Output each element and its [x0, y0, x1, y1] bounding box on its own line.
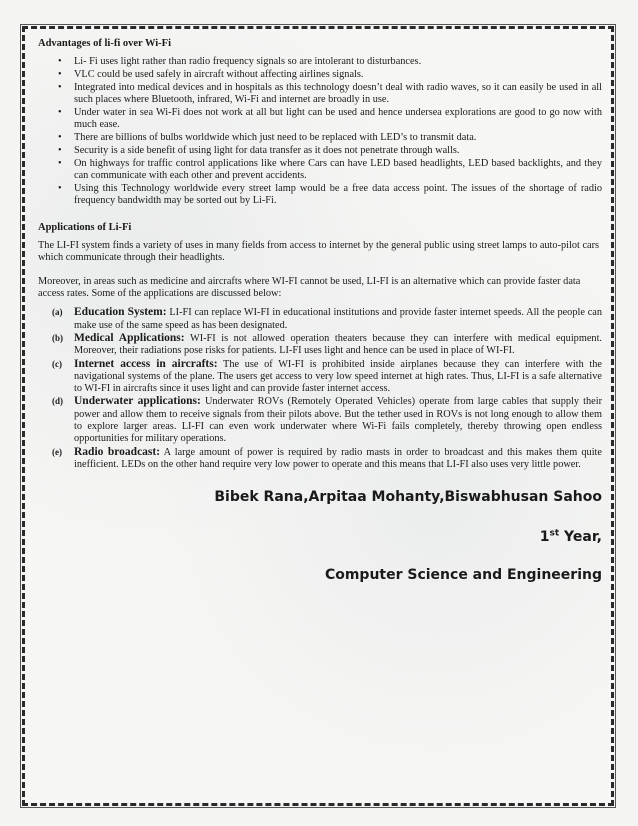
list-item [38, 183, 602, 208]
applications-list [38, 306, 602, 471]
list-item-text: Li- Fi uses light rather than radio frequency signals so are intolerant to disturbances. [74, 56, 422, 68]
document-body [38, 38, 602, 583]
list-item [38, 107, 602, 132]
list-item [38, 395, 602, 445]
author-year [38, 529, 602, 545]
bullet-icon: • [58, 106, 62, 118]
list-item [38, 132, 602, 144]
year-suffix: Year, [559, 529, 602, 546]
applications-heading: Applications of Li-Fi [38, 221, 132, 233]
list-item [38, 358, 602, 396]
list-item [38, 145, 602, 157]
list-item [38, 446, 602, 472]
list-item [38, 56, 602, 68]
item-text: Underwater ROVs (Remotely Operated Vehicles) operate from large cables that supply their power and allow them to receive signals from their pilots above. But the tether used in ROVs is not long enough to allow them to explore larger areas. LI-FI can even work underwater where Wi-Fi fails completely, thereby throwing open endless opportunities for military operations. [74, 396, 602, 445]
bullet-icon: • [58, 182, 62, 194]
list-item-text: VLC could be used safely in aircraft without affecting airlines signals. [74, 69, 364, 81]
list-marker: (a) [52, 307, 63, 318]
bullet-icon: • [58, 144, 62, 156]
item-title: Radio broadcast: [74, 445, 161, 458]
list-item-text: There are billions of bulbs worldwide which just need to be replaced with LED’s to transmit data. [74, 132, 477, 144]
item-text: WI-FI is not allowed operation theaters because they can interfere with medical equipment. Moreover, their radiations pose risks for patients. LI-FI uses light and hence can be used in place of WI-FI. [74, 332, 602, 357]
bullet-icon: • [58, 56, 62, 68]
applications-intro-paragraph: The LI-FI system finds a variety of uses in many fields from access to internet by the general public using street lamps to auto-pilot cars which communicate through their headlights. [38, 240, 600, 264]
list-item-text: Under water in sea Wi-Fi does not work at all but light can be used and hence undersea explorations are good to go now with much ease. [74, 106, 602, 131]
list-marker: (c) [52, 358, 62, 369]
year-superscript: st [549, 528, 560, 539]
item-title: Education System: [74, 306, 167, 319]
list-item [38, 158, 602, 183]
list-item-text: Security is a side benefit of using light for data transfer as it does not penetrate through walls. [74, 144, 460, 156]
author-department: Computer Science and Engineering [324, 567, 602, 584]
author-names: Bibek Rana,Arpitaa Mohanty,Biswabhusan Sahoo [214, 489, 602, 506]
item-text: The use of WI-FI is prohibited inside airplanes because they can interfere with the navigational systems of the plane. The users get access to very low speed internet at high rates. Thus, LI-FI is a safe alternative to WI-FI in aircrafts since it uses light and can provide faster internet access. [74, 358, 602, 395]
item-title: Medical Applications: [74, 331, 185, 344]
list-item [38, 82, 602, 107]
list-item [38, 332, 602, 358]
list-marker: (d) [52, 396, 63, 407]
list-item-text: Integrated into medical devices and in hospitals as this technology doesn’t deal with radio waves, so it can easily be used in all such places where Bluetooth, infrared, Wi-Fi and internet are broadly in use. [74, 81, 602, 106]
list-item [38, 69, 602, 81]
list-marker: (b) [52, 332, 63, 343]
item-text: A large amount of power is required by radio masts in order to broadcast and this makes them quite inefficient. LEDs on the other hand require very low power to operate and this means that LI-FI also uses very little power. [74, 446, 602, 470]
item-title: Internet access in aircrafts: [74, 357, 218, 370]
advantages-heading: Advantages of li-fi over Wi-Fi [38, 38, 171, 49]
list-item [38, 306, 602, 332]
advantages-list [38, 56, 602, 207]
bullet-icon: • [58, 69, 62, 81]
item-text: LI-FI can replace WI-FI in educational institutions and provide faster internet speeds. All the people can make use of the same speed as has been designated. [74, 307, 603, 331]
year-number: 1 [539, 529, 550, 546]
list-item-text: On highways for traffic control applications like where Cars can have LED based headlights, LED based backlights, and they can communicate with each other and prevent accidents. [74, 157, 602, 181]
list-marker: (e) [52, 446, 62, 457]
applications-intro-paragraph-2: Moreover, in areas such as medicine and aircrafts where WI-FI cannot be used, LI-FI is an alternative which can provide faster data access rates. Some of the applications are discussed below: [38, 275, 581, 300]
bullet-icon: • [58, 81, 62, 93]
list-item-text: Using this Technology worldwide every street lamp would be a free data access point. The issues of the shortage of radio frequency bandwidth may be sorted out by Li-Fi. [74, 182, 602, 207]
bullet-icon: • [58, 132, 62, 144]
bullet-icon: • [58, 157, 62, 169]
item-title: Underwater applications: [74, 395, 201, 408]
